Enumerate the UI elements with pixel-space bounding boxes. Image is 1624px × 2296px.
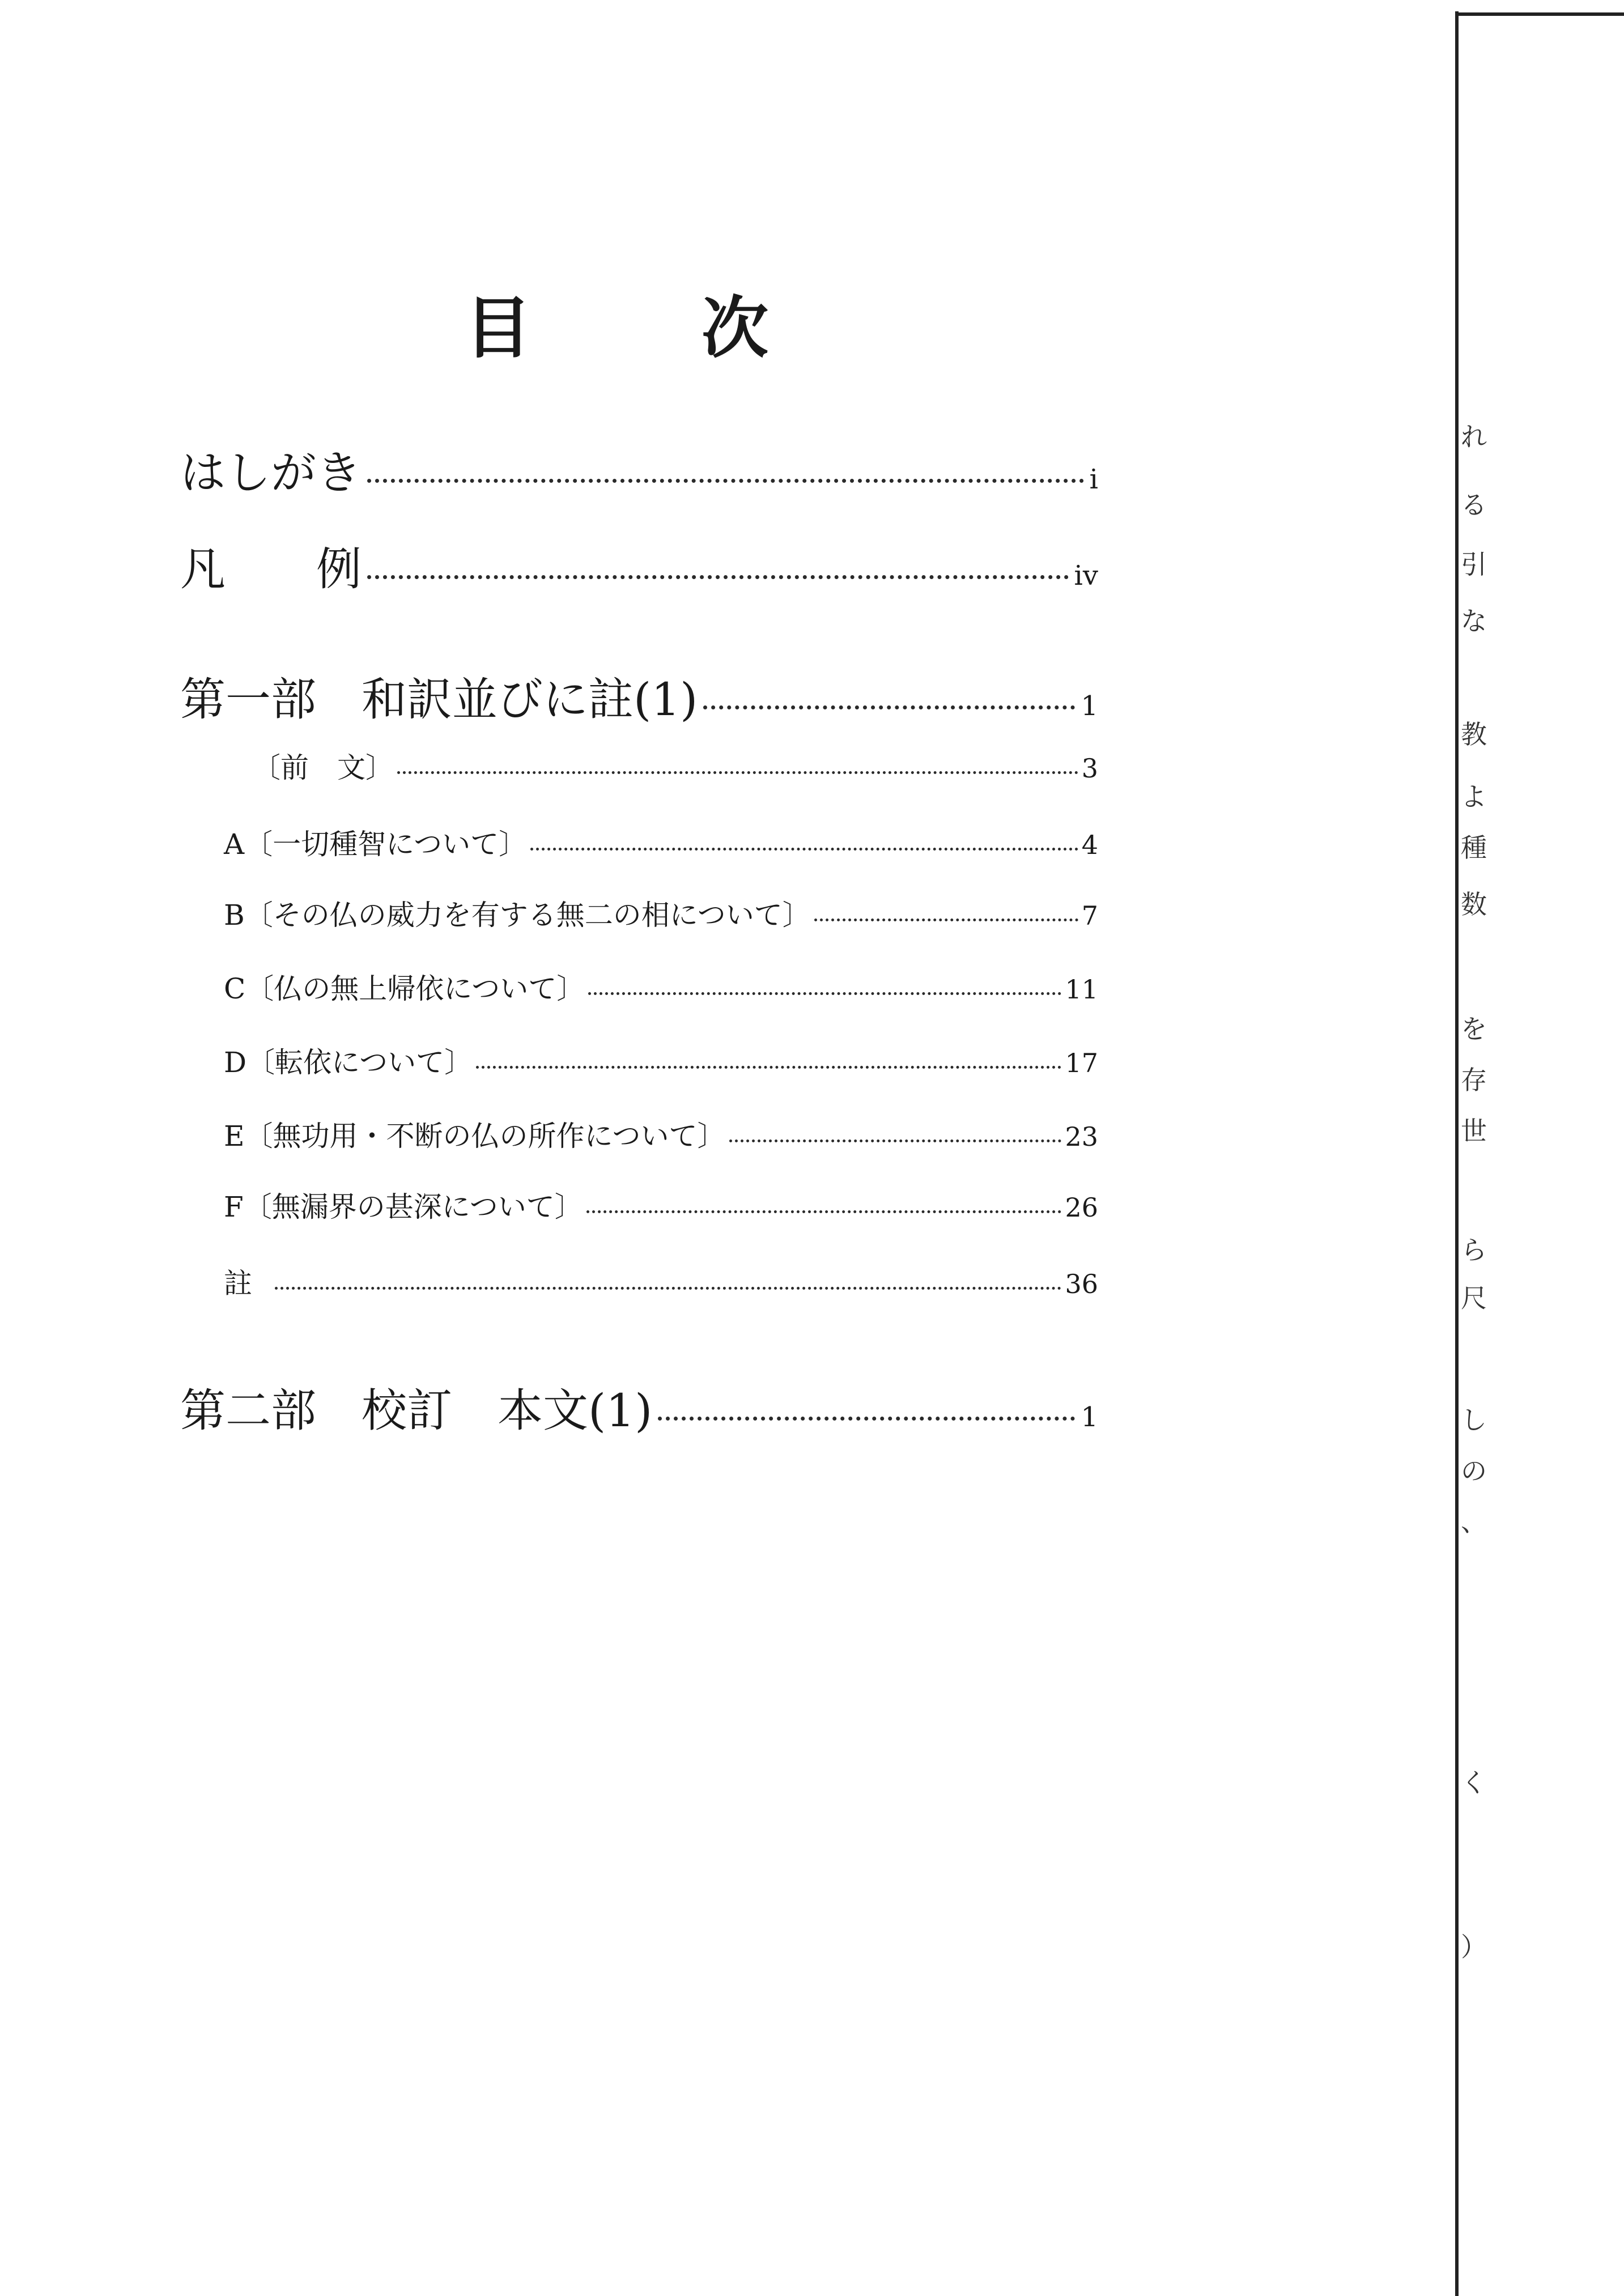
facing-page-fragment: な: [1461, 606, 1487, 636]
toc-entry-label: A〔一切種智について〕: [224, 828, 528, 861]
toc-entry-label: D〔転依について〕: [224, 1046, 473, 1079]
dot-leader: [729, 1140, 1062, 1142]
toc-entry-page: 4: [1081, 830, 1098, 860]
toc-entry-page: 23: [1065, 1121, 1098, 1152]
dot-leader: [275, 1287, 1061, 1290]
toc-entry-label: 〔前 文〕: [252, 751, 394, 784]
facing-page-fragment: よ: [1461, 781, 1487, 812]
facing-page-fragment: 、: [1461, 1507, 1487, 1537]
toc-entry-section-c[interactable]: [224, 966, 1098, 1007]
toc-entry-label: E〔無功用・不断の仏の所作について〕: [224, 1120, 726, 1153]
facing-page-fragment: し: [1461, 1405, 1487, 1435]
toc-entry-section-e[interactable]: [224, 1113, 1098, 1154]
toc-entry-label: F〔無漏界の甚深について〕: [224, 1190, 583, 1223]
toc-entry-section-a[interactable]: [224, 822, 1098, 862]
page-title: [465, 288, 769, 367]
facing-page-fragment: ）: [1461, 1932, 1487, 1962]
dot-leader: [586, 1210, 1062, 1213]
toc-entry-label: B〔その仏の威力を有する無二の相について〕: [224, 899, 811, 932]
facing-page-fragment: 数: [1461, 889, 1487, 920]
dot-leader: [476, 1066, 1061, 1069]
facing-page-fragment: れ: [1461, 422, 1487, 452]
toc-entry-part2[interactable]: [180, 1374, 1098, 1439]
toc-entry-page: 11: [1065, 974, 1098, 1005]
facing-page-fragment: 引: [1461, 549, 1487, 580]
toc-entry-label-char: 例: [316, 543, 362, 596]
toc-entry-page: 1: [1081, 690, 1098, 722]
toc-entry-notes-guide[interactable]: [180, 533, 1098, 598]
toc-entry-page: 3: [1081, 753, 1098, 784]
dot-leader: [530, 848, 1078, 851]
facing-page-fragment: る: [1461, 490, 1487, 520]
facing-page-fragment: 種: [1461, 832, 1487, 863]
toc-entry-label: はしがき: [180, 447, 362, 499]
toc-entry-front-matter[interactable]: [252, 745, 1098, 786]
toc-entry-page: 17: [1065, 1048, 1098, 1078]
toc-entry-label: 第一部 和訳並びに註(1): [180, 673, 698, 726]
toc-entry-label: C〔仏の無上帰依について〕: [224, 972, 585, 1005]
toc-entry-preface[interactable]: [180, 436, 1098, 501]
toc-entry-page: 1: [1081, 1401, 1098, 1433]
dot-leader: [397, 771, 1078, 774]
toc-entry-notes[interactable]: [224, 1261, 1098, 1302]
dot-leader: [703, 705, 1075, 709]
facing-page-edge: [1455, 11, 1459, 2296]
dot-leader: [658, 1417, 1075, 1421]
facing-page-fragment: を: [1461, 1014, 1487, 1044]
toc-entry-page: 36: [1065, 1269, 1098, 1299]
dot-leader: [367, 479, 1084, 483]
toc-entry-label: 註: [224, 1267, 252, 1300]
facing-page-fragment: 世: [1461, 1116, 1487, 1146]
facing-page-fragment: ら: [1461, 1235, 1487, 1265]
toc-entry-part1[interactable]: [180, 663, 1098, 728]
toc-entry-page: 26: [1065, 1192, 1098, 1223]
page-title-char-2: 次: [702, 288, 769, 367]
facing-page-fragment: 教: [1461, 719, 1487, 750]
facing-page-fragment: 存: [1461, 1065, 1487, 1095]
page-title-char-1: 目: [465, 288, 532, 367]
dot-leader: [588, 992, 1061, 995]
facing-page-fragment: 尺: [1461, 1283, 1487, 1313]
toc-entry-page: i: [1089, 464, 1098, 495]
toc-entry-section-b[interactable]: [224, 892, 1098, 933]
toc-entry-page: 7: [1081, 900, 1098, 931]
toc-entry-section-f[interactable]: [224, 1184, 1098, 1225]
toc-entry-section-d[interactable]: [224, 1040, 1098, 1081]
dot-leader: [367, 575, 1069, 579]
facing-page-fragment: く: [1461, 1767, 1487, 1798]
toc-entry-label-char: 凡: [180, 543, 226, 596]
facing-page-fragment: の: [1461, 1456, 1487, 1486]
dot-leader: [814, 919, 1078, 921]
toc-entry-label: [180, 533, 362, 598]
toc-entry-label: 第二部 校訂 本文(1): [180, 1384, 653, 1437]
facing-page-top-edge: [1459, 12, 1624, 16]
toc-entry-page: iv: [1074, 560, 1098, 592]
